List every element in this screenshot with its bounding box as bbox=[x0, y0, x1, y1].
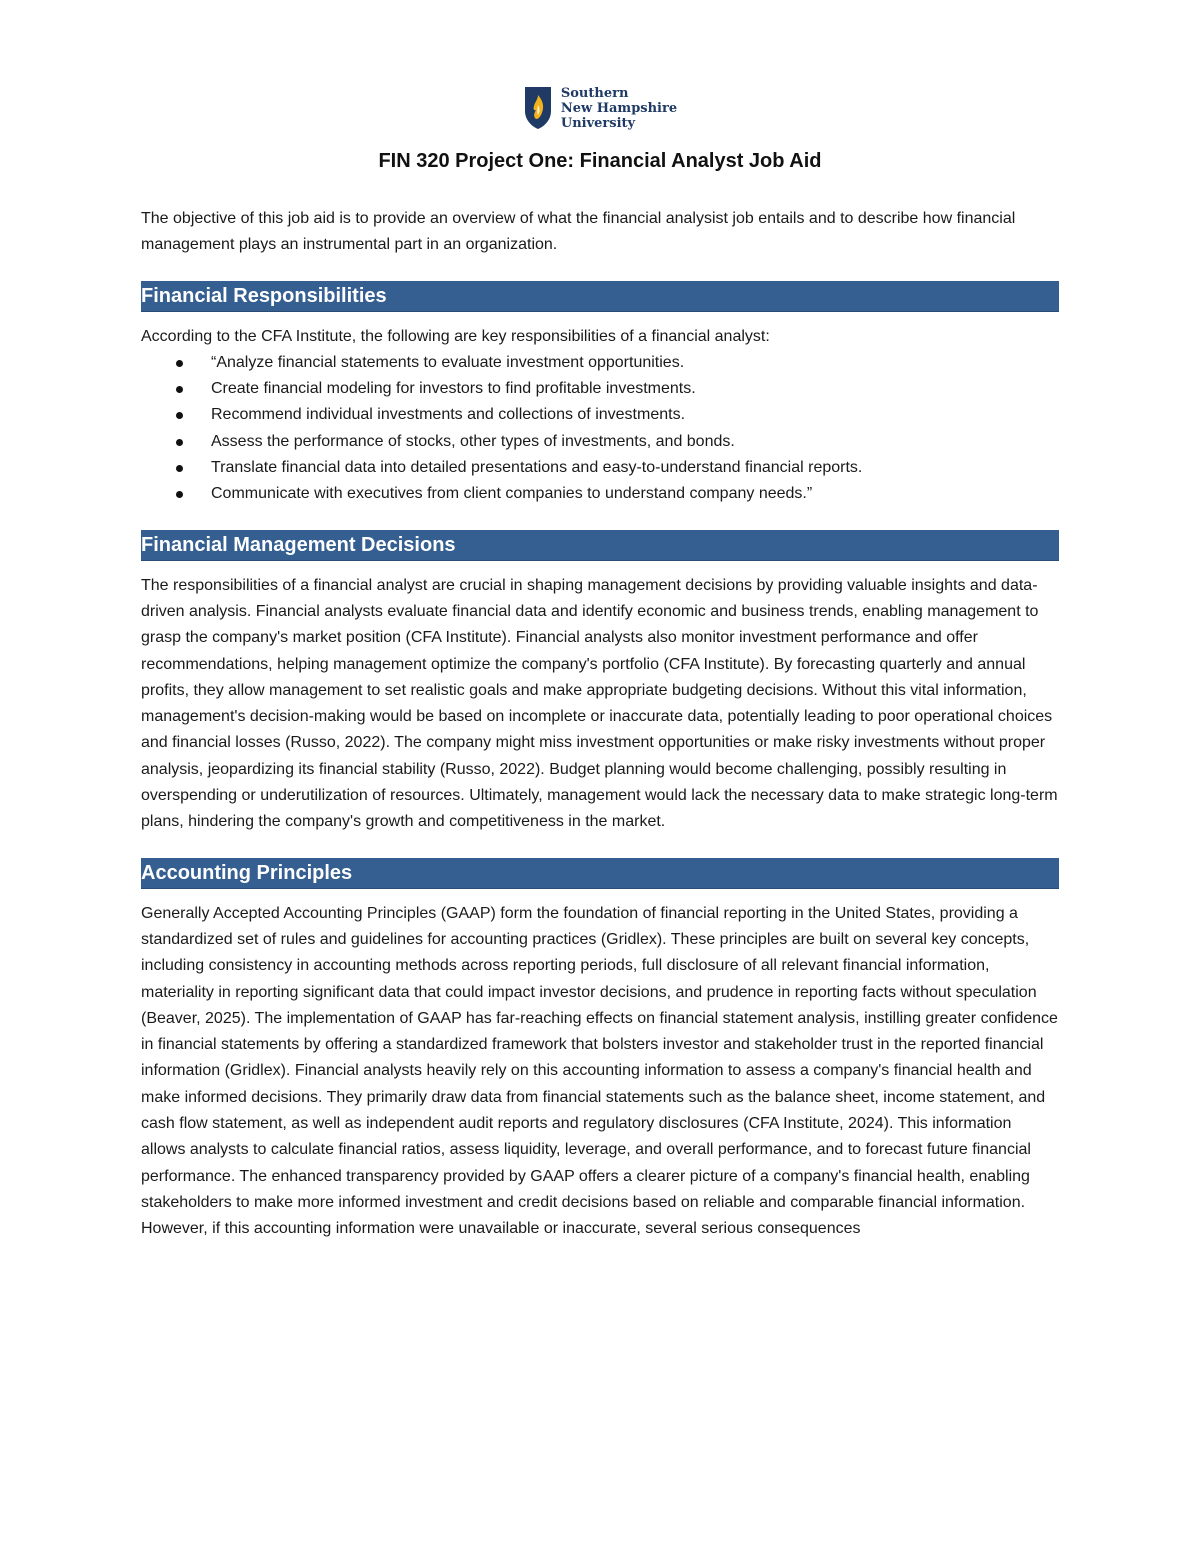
responsibilities-list bbox=[141, 350, 1059, 508]
section-heading-text: Accounting Principles bbox=[141, 861, 353, 884]
university-logo bbox=[141, 84, 1059, 132]
principles-paragraph: Generally Accepted Accounting Principles (GAAP) form the foundation of financial reporting in the United States, providing a standardized set of rules and guidelines for accounting practices (Gridlex). These principles are built on several key concepts, including consistency in accounting methods across reporting periods, full disclosure of all relevant financial information, materiality in reporting significant data that could impact investor decisions, and prudence in reporting facts without speculation (Beaver, 2025). The implementation of GAAP has far-reaching effects on financial statement analysis, instilling greater confidence in financial statements by offering a standardized framework that bolsters investor and stakeholder trust in the reported financial information (Gridlex). Financial analysts heavily rely on this accounting information to assess a company's financial health and make informed decisions. They primarily draw data from financial statements such as the balance sheet, income statement, and cash flow statement, as well as independent audit reports and regulatory disclosures (CFA Institute, 2024). This information allows analysts to calculate financial ratios, assess liquidity, leverage, and overall performance, and to forecast future financial performance. The enhanced transparency provided by GAAP offers a clearer picture of a company's financial health, enabling stakeholders to make more informed investment and credit decisions based on reliable and comparable financial information. However, if this accounting information were unavailable or inaccurate, several serious consequences bbox=[141, 904, 1058, 1238]
document-title: FIN 320 Project One: Financial Analyst Job Aid bbox=[378, 150, 822, 172]
list-item: Recommend individual investments and collections of investments. bbox=[141, 402, 1059, 428]
intro-paragraph: The objective of this job aid is to provide an overview of what the financial analysist job entails and to describe how financial management plays an instrumental part in an organization. bbox=[141, 210, 1016, 254]
logo-line-1: Southern bbox=[560, 85, 629, 101]
section-heading-financial-management-decisions bbox=[141, 530, 1059, 561]
decisions-paragraph: The responsibilities of a financial analyst are crucial in shaping management decisions by providing valuable insights and data-driven analysis. Financial analysts evaluate financial data and identify economic and business trends, enabling management to grasp the company's market position (CFA Institute). Financial analysts also monitor investment performance and offer recommendations, helping management optimize the company's portfolio (CFA Institute). By forecasting quarterly and annual profits, they allow management to set realistic goals and make appropriate budgeting decisions. Without this vital information, management's decision-making would be based on incomplete or inaccurate data, potentially leading to poor operational choices and financial losses (Russo, 2022). The company might miss investment opportunities or make risky investments without proper analysis, jeopardizing its financial stability (Russo, 2022). Budget planning would become challenging, possibly resulting in overspending or underutilization of resources. Ultimately, management would lack the necessary data to make strategic long-term plans, hindering the company's growth and competitiveness in the market. bbox=[141, 576, 1058, 831]
section-heading-financial-responsibilities bbox=[141, 281, 1059, 312]
section-heading-text: Financial Management Decisions bbox=[141, 533, 456, 556]
logo-line-2: New Hampshire bbox=[560, 100, 678, 116]
document-page bbox=[141, 84, 1059, 1243]
logo-line-3: University bbox=[560, 115, 636, 131]
section-heading-text: Financial Responsibilities bbox=[141, 284, 387, 307]
shield-flame-icon bbox=[523, 85, 553, 131]
list-item: Assess the performance of stocks, other types of investments, and bonds. bbox=[141, 429, 1059, 455]
logo-wordmark bbox=[561, 86, 677, 131]
list-item: Translate financial data into detailed presentations and easy-to-understand financial reports. bbox=[141, 455, 1059, 481]
responsibilities-lead: According to the CFA Institute, the following are key responsibilities of a financial analyst: bbox=[141, 327, 770, 345]
list-item: Create financial modeling for investors to find profitable investments. bbox=[141, 376, 1059, 402]
list-item: Communicate with executives from client companies to understand company needs.” bbox=[141, 481, 1059, 507]
section-heading-accounting-principles bbox=[141, 858, 1059, 889]
list-item: “Analyze financial statements to evaluate investment opportunities. bbox=[141, 350, 1059, 376]
